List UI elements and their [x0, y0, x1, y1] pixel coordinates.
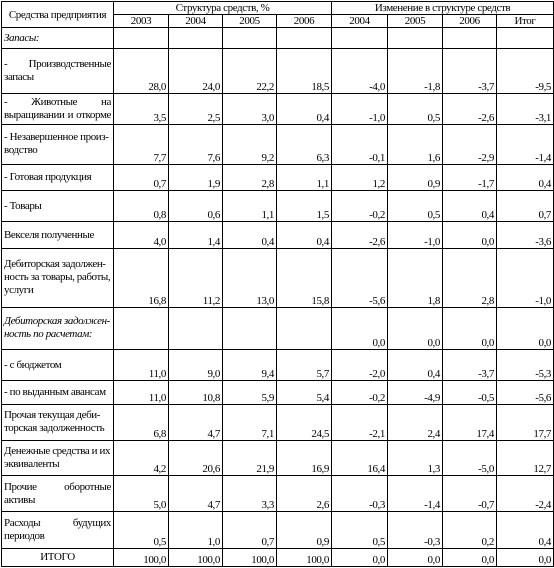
row-label: Денежные средства и их эквиваленты: [2, 440, 114, 475]
value-cell: 4,2: [114, 440, 169, 475]
value-cell: -2,6: [443, 94, 497, 125]
value-cell: 6,3: [277, 125, 332, 164]
value-cell: -0,2: [332, 191, 388, 222]
value-cell: 0,0: [497, 548, 554, 566]
table-row: [2, 476, 554, 512]
value-cell: [277, 28, 332, 49]
header-change-year: 2005: [388, 15, 443, 28]
value-cell: 0,8: [114, 191, 169, 222]
value-cell: 5,4: [277, 381, 332, 404]
value-cell: 1,9: [169, 164, 223, 191]
value-cell: 5,0: [114, 476, 169, 512]
value-cell: 0,0: [388, 548, 443, 566]
table-row: [2, 94, 554, 125]
value-cell: -5,6: [497, 381, 554, 404]
value-cell: -2,6: [332, 222, 388, 249]
value-cell: 2,5: [169, 94, 223, 125]
value-cell: 7,7: [114, 125, 169, 164]
value-cell: -5,6: [332, 248, 388, 307]
value-cell: 0,0: [443, 548, 497, 566]
value-cell: 15,8: [277, 248, 332, 307]
value-cell: 0,4: [497, 164, 554, 191]
table-row: [2, 164, 554, 191]
value-cell: -1,8: [388, 49, 443, 94]
value-cell: 7,1: [223, 404, 277, 440]
value-cell: 1,1: [223, 191, 277, 222]
value-cell: 0,9: [388, 164, 443, 191]
table-row: [2, 248, 554, 307]
row-label: - Производственные запасы: [2, 49, 114, 94]
value-cell: -1,0: [497, 248, 554, 307]
value-cell: -0,1: [332, 125, 388, 164]
value-cell: -5,0: [443, 440, 497, 475]
structure-table: [1, 1, 554, 567]
value-cell: 1,4: [169, 222, 223, 249]
value-cell: 0,0: [497, 307, 554, 350]
value-cell: [114, 307, 169, 350]
value-cell: 1,8: [388, 248, 443, 307]
header-year: 2005: [223, 15, 277, 28]
value-cell: 16,8: [114, 248, 169, 307]
value-cell: 0,4: [277, 94, 332, 125]
value-cell: 0,4: [443, 191, 497, 222]
value-cell: -3,6: [497, 222, 554, 249]
row-label: Прочая текущая деби-торская задолженность: [2, 404, 114, 440]
value-cell: 9,4: [223, 350, 277, 381]
value-cell: 9,2: [223, 125, 277, 164]
value-cell: 5,7: [277, 350, 332, 381]
row-label: - с бюджетом: [2, 350, 114, 381]
value-cell: -3,1: [497, 94, 554, 125]
value-cell: 0,5: [332, 512, 388, 548]
value-cell: 1,2: [332, 164, 388, 191]
row-label: Прочие оборотные активы: [2, 476, 114, 512]
value-cell: -1,0: [388, 222, 443, 249]
table-row: [2, 28, 554, 49]
value-cell: -1,4: [497, 125, 554, 164]
value-cell: 0,4: [388, 350, 443, 381]
header-group-structure: Структура средств, %: [114, 2, 332, 15]
value-cell: [169, 28, 223, 49]
value-cell: [332, 28, 388, 49]
table-row: [2, 307, 554, 350]
value-cell: [169, 307, 223, 350]
value-cell: 2,6: [277, 476, 332, 512]
value-cell: 20,6: [169, 440, 223, 475]
value-cell: [443, 28, 497, 49]
value-cell: [223, 28, 277, 49]
value-cell: -4,0: [332, 49, 388, 94]
value-cell: -3,7: [443, 350, 497, 381]
row-label: Дебиторская задолжен-ность за товары, работы, услуги: [2, 248, 114, 307]
value-cell: -2,0: [332, 350, 388, 381]
value-cell: -2,1: [332, 404, 388, 440]
value-cell: 18,5: [277, 49, 332, 94]
value-cell: 11,2: [169, 248, 223, 307]
header-group-change: Изменение в структуре средств: [332, 2, 554, 15]
header-year: 2006: [277, 15, 332, 28]
value-cell: [223, 307, 277, 350]
value-cell: 5,9: [223, 381, 277, 404]
value-cell: 6,8: [114, 404, 169, 440]
value-cell: 13,0: [223, 248, 277, 307]
value-cell: 10,8: [169, 381, 223, 404]
value-cell: 1,3: [388, 440, 443, 475]
value-cell: 12,7: [497, 440, 554, 475]
table-row: [2, 222, 554, 249]
value-cell: 28,0: [114, 49, 169, 94]
row-label: ИТОГО: [2, 548, 114, 566]
value-cell: [114, 28, 169, 49]
row-label: - Животные на выращивании и откорме: [2, 94, 114, 125]
value-cell: 0,0: [388, 307, 443, 350]
table-row: [2, 381, 554, 404]
value-cell: 17,7: [497, 404, 554, 440]
value-cell: 2,4: [388, 404, 443, 440]
value-cell: 0,5: [388, 191, 443, 222]
value-cell: 0,5: [114, 512, 169, 548]
row-label: - Готовая продукция: [2, 164, 114, 191]
row-label: - Товары: [2, 191, 114, 222]
value-cell: 0,0: [443, 307, 497, 350]
value-cell: 100,0: [223, 548, 277, 566]
value-cell: [497, 28, 554, 49]
value-cell: 21,9: [223, 440, 277, 475]
header-change-total: Итог: [497, 15, 554, 28]
value-cell: -0,7: [443, 476, 497, 512]
value-cell: 2,8: [443, 248, 497, 307]
header-change-year: 2006: [443, 15, 497, 28]
row-label: Запасы:: [2, 28, 114, 49]
value-cell: -1,7: [443, 164, 497, 191]
value-cell: 1,6: [388, 125, 443, 164]
table-body: [2, 28, 554, 567]
value-cell: 0,7: [497, 191, 554, 222]
value-cell: -2,4: [497, 476, 554, 512]
table-row: [2, 548, 554, 566]
header-year: 2003: [114, 15, 169, 28]
value-cell: 22,2: [223, 49, 277, 94]
value-cell: -9,5: [497, 49, 554, 94]
header-year: 2004: [169, 15, 223, 28]
value-cell: -4,9: [388, 381, 443, 404]
value-cell: 0,7: [114, 164, 169, 191]
value-cell: 3,0: [223, 94, 277, 125]
value-cell: -0,5: [443, 381, 497, 404]
value-cell: 1,5: [277, 191, 332, 222]
value-cell: 11,0: [114, 350, 169, 381]
value-cell: 4,7: [169, 476, 223, 512]
value-cell: 4,7: [169, 404, 223, 440]
value-cell: 100,0: [277, 548, 332, 566]
table-row: [2, 350, 554, 381]
value-cell: 1,0: [169, 512, 223, 548]
value-cell: 7,6: [169, 125, 223, 164]
value-cell: -0,3: [332, 476, 388, 512]
value-cell: 11,0: [114, 381, 169, 404]
value-cell: 1,1: [277, 164, 332, 191]
row-label: - по выданным авансам: [2, 381, 114, 404]
value-cell: 0,9: [277, 512, 332, 548]
value-cell: 0,4: [497, 512, 554, 548]
value-cell: 0,0: [443, 222, 497, 249]
header-col-label: Средства предприятия: [2, 2, 114, 28]
value-cell: 16,9: [277, 440, 332, 475]
value-cell: 4,0: [114, 222, 169, 249]
value-cell: -1,4: [388, 476, 443, 512]
table-row: [2, 191, 554, 222]
value-cell: 2,8: [223, 164, 277, 191]
value-cell: 0,4: [277, 222, 332, 249]
table-row: [2, 125, 554, 164]
value-cell: -0,3: [388, 512, 443, 548]
table-row: [2, 512, 554, 548]
value-cell: 0,7: [223, 512, 277, 548]
row-label: Векселя полученные: [2, 222, 114, 249]
value-cell: -5,3: [497, 350, 554, 381]
table-row: [2, 404, 554, 440]
header-change-year: 2004: [332, 15, 388, 28]
value-cell: 24,5: [277, 404, 332, 440]
value-cell: -1,0: [332, 94, 388, 125]
value-cell: 0,5: [388, 94, 443, 125]
value-cell: 16,4: [332, 440, 388, 475]
value-cell: 9,0: [169, 350, 223, 381]
value-cell: [388, 28, 443, 49]
table-row: [2, 440, 554, 475]
value-cell: 17,4: [443, 404, 497, 440]
row-label: Расходы будущих периодов: [2, 512, 114, 548]
value-cell: 100,0: [114, 548, 169, 566]
value-cell: [277, 307, 332, 350]
value-cell: 0,4: [223, 222, 277, 249]
value-cell: 3,3: [223, 476, 277, 512]
value-cell: -2,9: [443, 125, 497, 164]
value-cell: 100,0: [169, 548, 223, 566]
row-label: Дебиторская задолжен-ность по расчетам:: [2, 307, 114, 350]
value-cell: 24,0: [169, 49, 223, 94]
value-cell: -0,2: [332, 381, 388, 404]
value-cell: 3,5: [114, 94, 169, 125]
value-cell: 0,0: [332, 307, 388, 350]
value-cell: -3,7: [443, 49, 497, 94]
row-label: - Незавершенное произ-водство: [2, 125, 114, 164]
value-cell: 0,6: [169, 191, 223, 222]
value-cell: 0,2: [443, 512, 497, 548]
value-cell: 0,0: [332, 548, 388, 566]
table-row: [2, 49, 554, 94]
